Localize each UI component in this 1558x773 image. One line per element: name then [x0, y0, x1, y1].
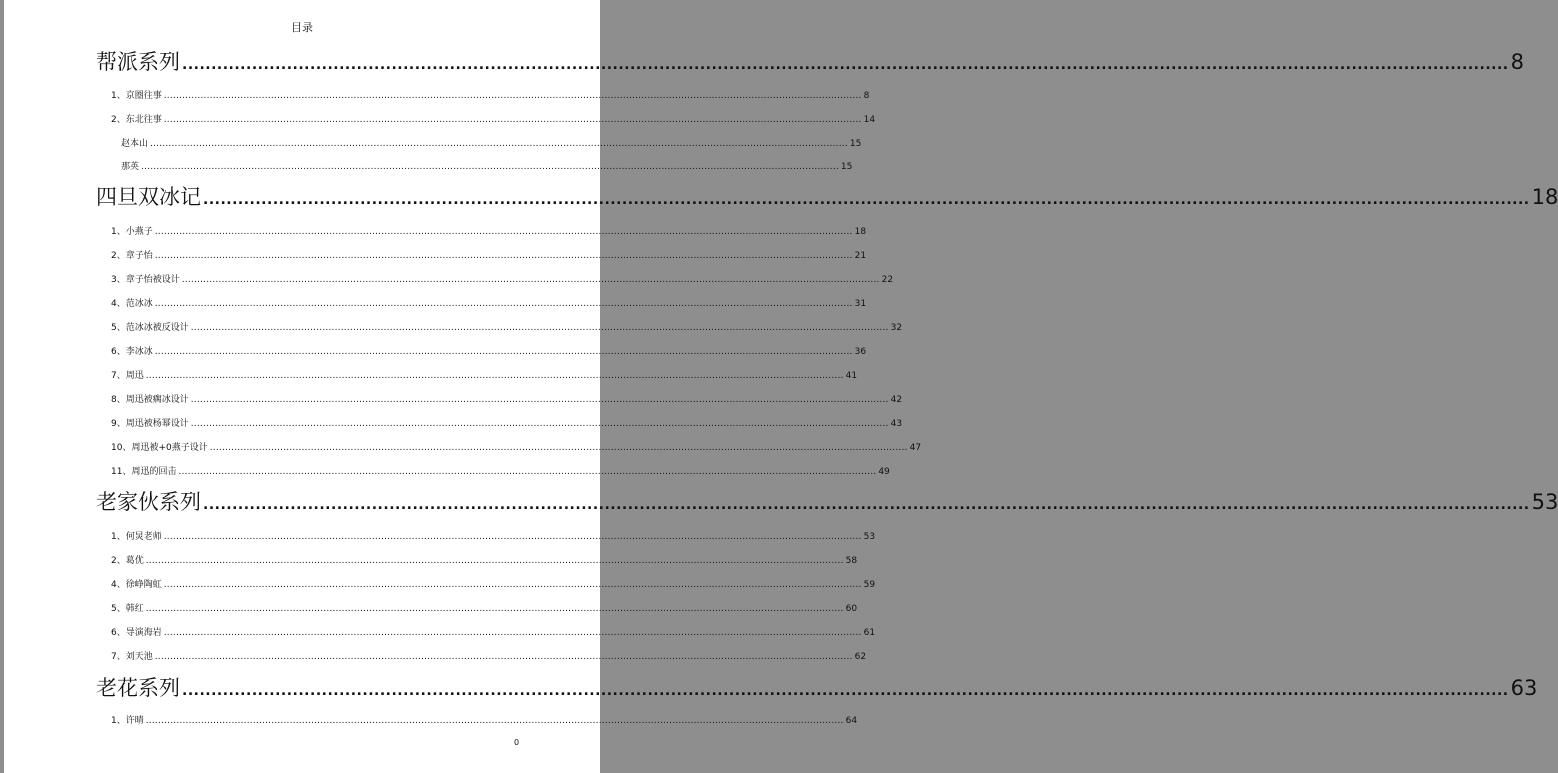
toc-entry-page: 14 — [863, 115, 876, 125]
toc-leader-dots: .................................................................................................................................................................................................................................... — [182, 57, 1509, 73]
toc-heading-title: 老家伙系列 — [96, 490, 201, 514]
toc-leader-dots: .................................................................................................................................................................................................................................... — [154, 299, 853, 309]
toc-subentry[interactable] — [121, 160, 853, 174]
toc-entry[interactable] — [111, 393, 903, 407]
toc-leader-dots: .................................................................................................................................................................................................................................... — [209, 443, 908, 453]
toc-entry-page: 49 — [878, 467, 890, 477]
toc-entry-label: 4、范冰冰 — [111, 299, 153, 309]
toc-entry[interactable] — [111, 321, 903, 335]
toc-entry-page: 53 — [863, 532, 876, 542]
toc-entry-page: 41 — [845, 371, 858, 381]
toc-entry-label: 7、周迅 — [111, 371, 144, 381]
toc-entry-label: 6、李冰冰 — [111, 347, 153, 357]
toc-leader-dots: .................................................................................................................................................................................................................................... — [154, 347, 853, 357]
toc-entry-label: 8、周迅被瘸冰设计 — [111, 395, 189, 405]
toc-leader-dots: .................................................................................................................................................................................................................................... — [163, 532, 862, 542]
toc-entry-page: 64 — [845, 716, 858, 726]
toc-entry-label: 11、周迅的回击 — [111, 467, 177, 477]
toc-entry-label: 2、东北往事 — [111, 115, 162, 125]
toc-entry-page: 61 — [863, 628, 876, 638]
toc-leader-dots: .................................................................................................................................................................................................................................... — [178, 467, 877, 477]
toc-leader-dots: .................................................................................................................................................................................................................................... — [163, 628, 862, 638]
toc-entry-label: 4、徐峥陶虹 — [111, 580, 162, 590]
toc-entry-page: 47 — [909, 443, 922, 453]
toc-heading-page: 18 — [1531, 185, 1558, 209]
toc-leader-dots: .................................................................................................................................................................................................................................... — [190, 323, 889, 333]
toc-entry-page: 43 — [890, 419, 903, 429]
toc-entry-page: 8 — [863, 91, 870, 101]
toc-entry[interactable] — [111, 89, 870, 103]
toc-entry-label: 10、周迅被+0燕子设计 — [111, 443, 208, 453]
toc-heading-title: 老花系列 — [96, 676, 180, 700]
toc-heading-page: 63 — [1510, 676, 1538, 700]
toc-heading-section-4[interactable] — [96, 674, 1538, 705]
toc-entry-page: 58 — [845, 556, 858, 566]
toc-leader-dots: .................................................................................................................................................................................................................................... — [154, 652, 853, 662]
toc-leader-dots: .................................................................................................................................................................................................................................... — [145, 371, 844, 381]
toc-entry-page: 32 — [890, 323, 903, 333]
toc-leader-dots: .................................................................................................................................................................................................................................... — [145, 604, 844, 614]
toc-entry-label: 3、章子怡被设计 — [111, 275, 180, 285]
toc-leader-dots: .................................................................................................................................................................................................................................... — [154, 251, 853, 261]
toc-entry[interactable] — [111, 297, 867, 311]
toc-subentry[interactable] — [121, 137, 862, 151]
toc-leader-dots: .................................................................................................................................................................................................................................... — [190, 395, 889, 405]
toc-entry[interactable] — [111, 273, 894, 287]
toc-leader-dots: .................................................................................................................................................................................................................................... — [181, 275, 880, 285]
toc-entry-label: 5、韩红 — [111, 604, 144, 614]
toc-entry[interactable] — [111, 113, 876, 127]
toc-entry-label: 9、周迅被杨幂设计 — [111, 419, 189, 429]
document-title: 目录 — [291, 21, 313, 34]
toc-entry-label: 1、何炅老师 — [111, 532, 162, 542]
toc-heading-title: 帮派系列 — [96, 50, 180, 74]
toc-leader-dots: .................................................................................................................................................................................................................................... — [190, 419, 889, 429]
toc-entry[interactable] — [111, 554, 858, 568]
toc-leader-dots: .................................................................................................................................................................................................................................... — [203, 192, 1530, 208]
toc-entry-page: 22 — [881, 275, 894, 285]
toc-entry[interactable] — [111, 225, 867, 239]
toc-entry-page: 31 — [854, 299, 867, 309]
toc-leader-dots: .................................................................................................................................................................................................................................... — [163, 115, 862, 125]
toc-entry[interactable] — [111, 714, 858, 728]
toc-entry-page: 15 — [840, 162, 853, 172]
toc-heading-section-1[interactable] — [96, 48, 1524, 79]
page-number: 0 — [514, 738, 520, 747]
toc-entry-label: 那英 — [121, 162, 140, 172]
toc-heading-section-2[interactable] — [96, 183, 1558, 214]
toc-entry[interactable] — [111, 602, 858, 616]
toc-entry[interactable] — [111, 650, 867, 664]
toc-entry-label: 1、小燕子 — [111, 227, 153, 237]
toc-leader-dots: .................................................................................................................................................................................................................................... — [145, 716, 844, 726]
toc-leader-dots: .................................................................................................................................................................................................................................... — [163, 580, 862, 590]
document-page — [4, 0, 1558, 773]
toc-leader-dots: .................................................................................................................................................................................................................................... — [145, 556, 844, 566]
toc-entry-page: 21 — [854, 251, 867, 261]
toc-entry[interactable] — [111, 626, 876, 640]
toc-entry[interactable] — [111, 249, 867, 263]
toc-entry-page: 18 — [854, 227, 867, 237]
toc-heading-title: 四旦双冰记 — [96, 185, 201, 209]
toc-entry[interactable] — [111, 345, 867, 359]
toc-leader-dots: .................................................................................................................................................................................................................................... — [141, 162, 839, 172]
toc-entry-label: 2、葛优 — [111, 556, 144, 566]
toc-leader-dots: .................................................................................................................................................................................................................................... — [163, 91, 862, 101]
toc-entry[interactable] — [111, 417, 903, 431]
toc-entry-label: 赵本山 — [121, 139, 149, 149]
toc-entry-label: 2、章子怡 — [111, 251, 153, 261]
toc-entry-page: 15 — [849, 139, 862, 149]
toc-heading-page: 8 — [1510, 50, 1524, 74]
toc-entry-label: 1、许晴 — [111, 716, 144, 726]
toc-entry[interactable] — [111, 530, 876, 544]
toc-entry-label: 7、刘天池 — [111, 652, 153, 662]
toc-leader-dots: .................................................................................................................................................................................................................................... — [154, 227, 853, 237]
toc-heading-section-3[interactable] — [96, 488, 1558, 519]
toc-entry-page: 36 — [854, 347, 867, 357]
toc-entry-page: 42 — [890, 395, 903, 405]
toc-entry[interactable] — [111, 441, 922, 455]
toc-entry-label: 1、京圈往事 — [111, 91, 162, 101]
toc-entry[interactable] — [111, 369, 858, 383]
toc-heading-page: 53 — [1531, 490, 1558, 514]
toc-leader-dots: .................................................................................................................................................................................................................................... — [182, 683, 1509, 699]
toc-entry-label: 5、范冰冰被反设计 — [111, 323, 189, 333]
toc-entry-page: 60 — [845, 604, 858, 614]
toc-entry-page: 59 — [863, 580, 876, 590]
toc-entry[interactable] — [111, 465, 890, 479]
toc-entry[interactable] — [111, 578, 876, 592]
toc-entry-page: 62 — [854, 652, 867, 662]
toc-entry-label: 6、导演海岩 — [111, 628, 162, 638]
toc-leader-dots: .................................................................................................................................................................................................................................... — [203, 497, 1530, 513]
toc-leader-dots: .................................................................................................................................................................................................................................... — [150, 139, 848, 149]
